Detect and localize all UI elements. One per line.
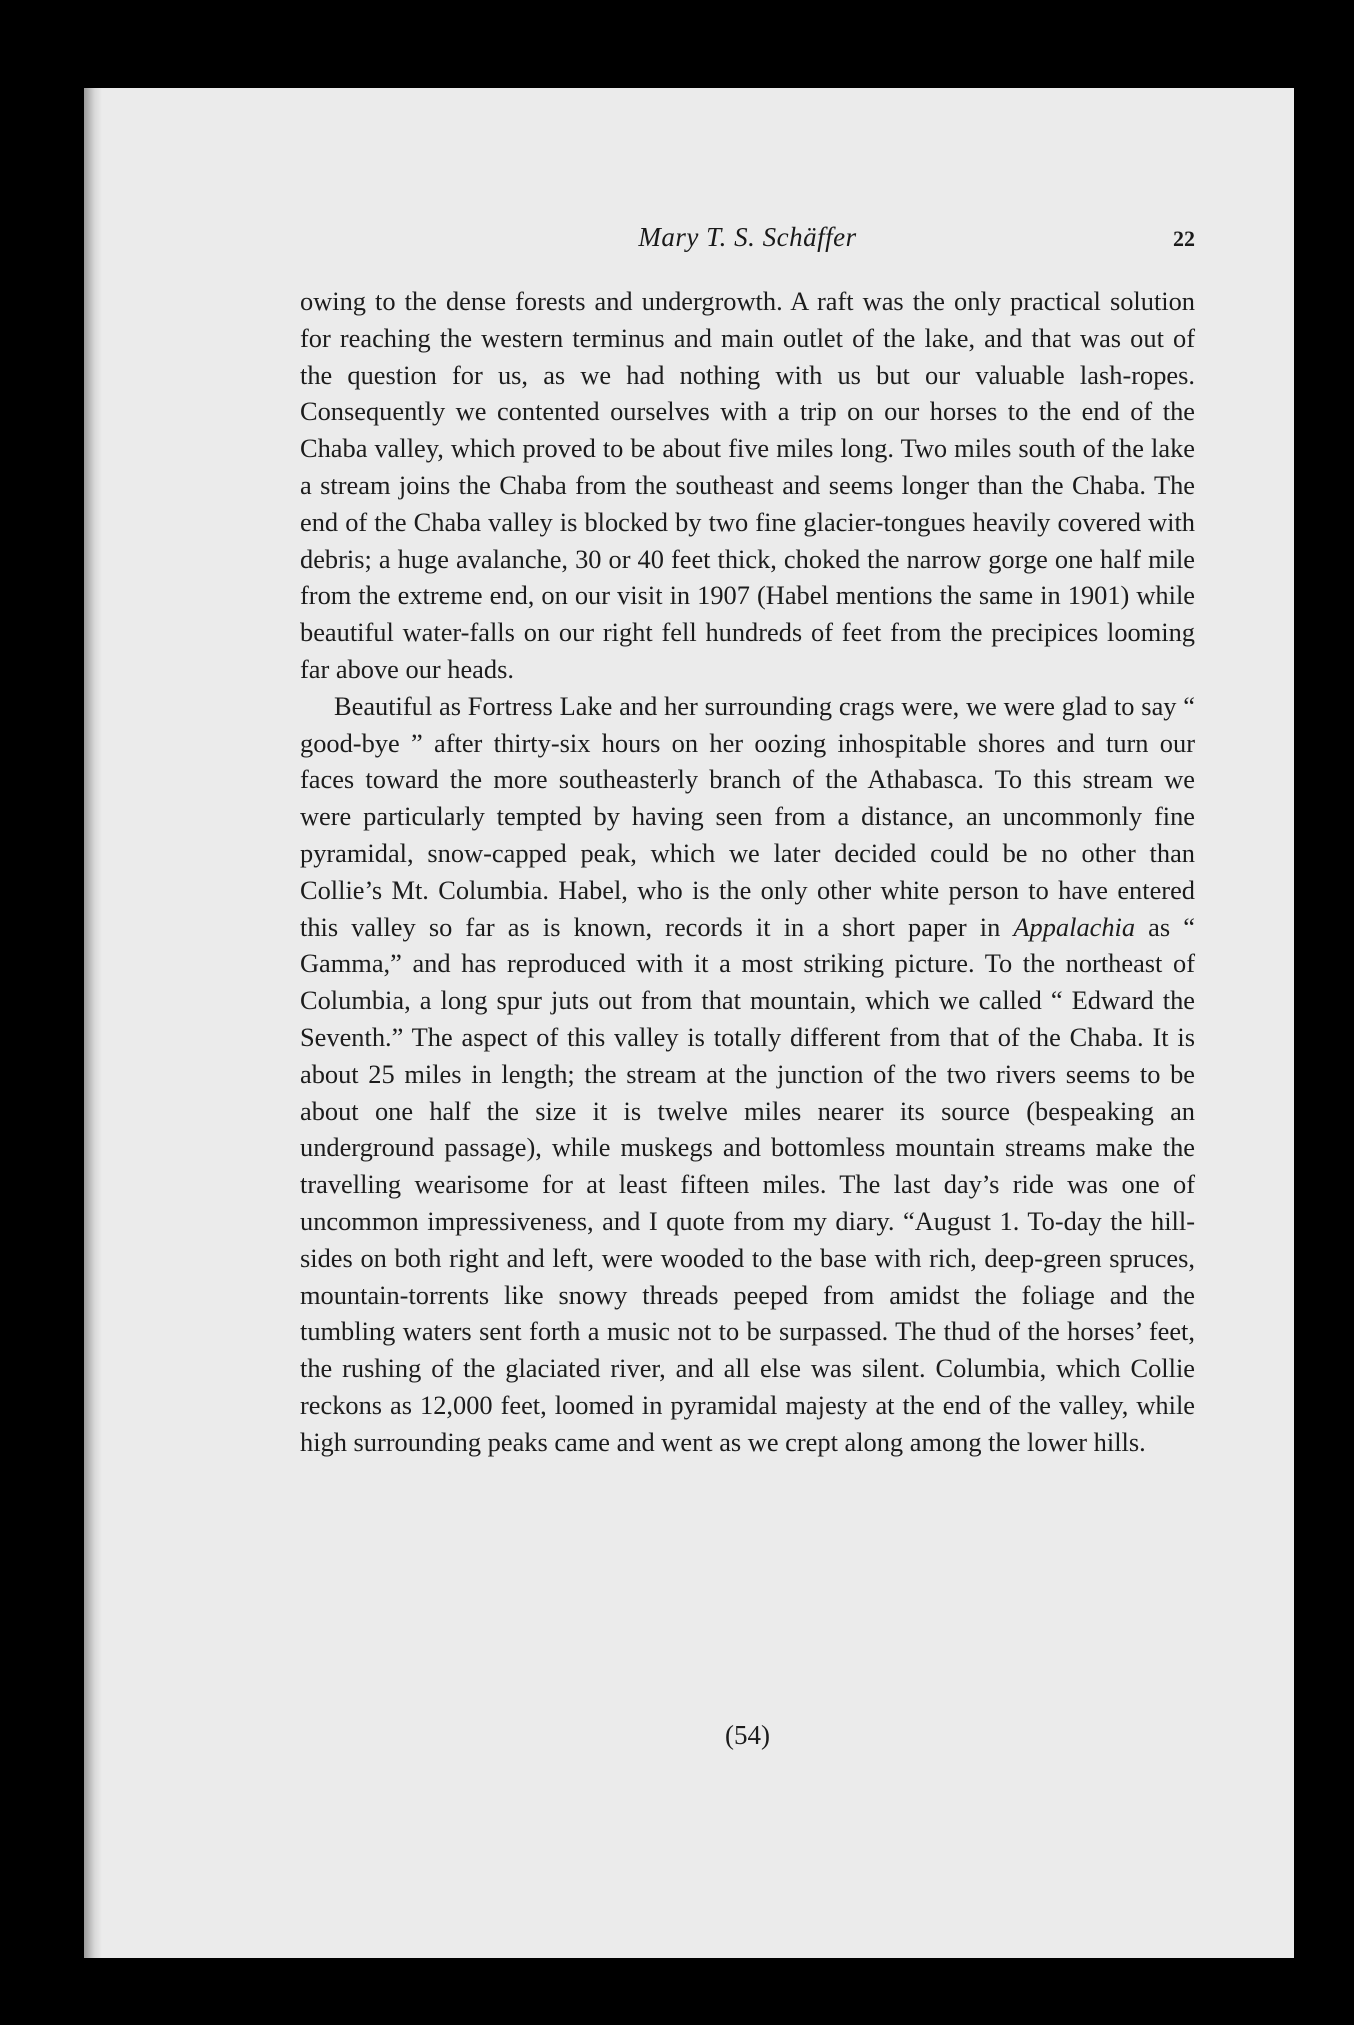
running-head bbox=[300, 222, 1195, 262]
page-binding-edge bbox=[84, 88, 102, 1958]
running-title: Mary T. S. Schäffer bbox=[638, 222, 857, 252]
paragraph-1: owing to the dense forests and undergrowth. A raft was the only practical solution for reaching the western terminus and main outlet of the lake, and that was out of the question for us, as we had nothing with us but our valuable lash-ropes. Consequently we contented ourselves with a trip on our horses to the end of the Chaba valley, which proved to be about five miles long. Two miles south of the lake a stream joins the Chaba from the southeast and seems longer than the Chaba. The end of the Chaba valley is blocked by two fine glacier-tongues heavily covered with debris; a huge avalanche, 30 or 40 feet thick, choked the narrow gorge one half mile from the extreme end, on our visit in 1907 (Habel mentions the same in 1901) while beautiful water-falls on our right fell hundreds of feet from the precipices looming far above our heads. bbox=[300, 286, 1195, 684]
body-text bbox=[300, 283, 1195, 1461]
folio-number: 22 bbox=[1173, 226, 1195, 251]
paragraph-2-text-a: Beautiful as Fortress Lake and her surrounding crags were, we were glad to say “ good-bye ” after thirty-six hours on her oozing inhospitable shores and turn our faces toward the more southeasterly branch of the Athabasca. To this stream we were particularly tempted by having seen from a distance, an uncommonly fine pyramidal, snow-capped peak, which we later decided could be no other than Collie’s Mt. Columbia. Habel, who is the only other white person to have entered this valley so far as is known, records it in a short paper in bbox=[300, 690, 1195, 942]
page-number: (54) bbox=[725, 1720, 770, 1750]
paragraph-2-text-b: as “ Gamma,” and has reproduced with it a most striking picture. To the northeast of Columbia, a long spur juts out from that mountain, which we called “ Edward the Seventh.” The aspect of this valley is totally different from that of the Chaba. It is about 25 miles in length; the stream at the junction of the two rivers seems to be about one half the size it is twelve miles nearer its source (bespeaking an underground passage), while muskegs and bottomless mountain streams make the travelling wearisome for at least fifteen miles. The last day’s ride was one of uncommon impressiveness, and I quote from my diary. “August 1. To-day the hill-sides on both right and left, were wooded to the base with rich, deep-green spruces, mountain-torrents like snowy threads peeped from amidst the foliage and the tumbling waters sent forth a music not to be surpassed. The thud of the horses’ feet, the rushing of the glaciated river, and all else was silent. Columbia, which Collie reckons as 12,000 feet, loomed in pyramidal majesty at the end of the valley, while high surrounding peaks came and went as we crept along among the lower hills. bbox=[300, 911, 1195, 1457]
journal-title-appalachia: Appalachia bbox=[1013, 911, 1136, 942]
paragraph-2 bbox=[300, 688, 1195, 1461]
